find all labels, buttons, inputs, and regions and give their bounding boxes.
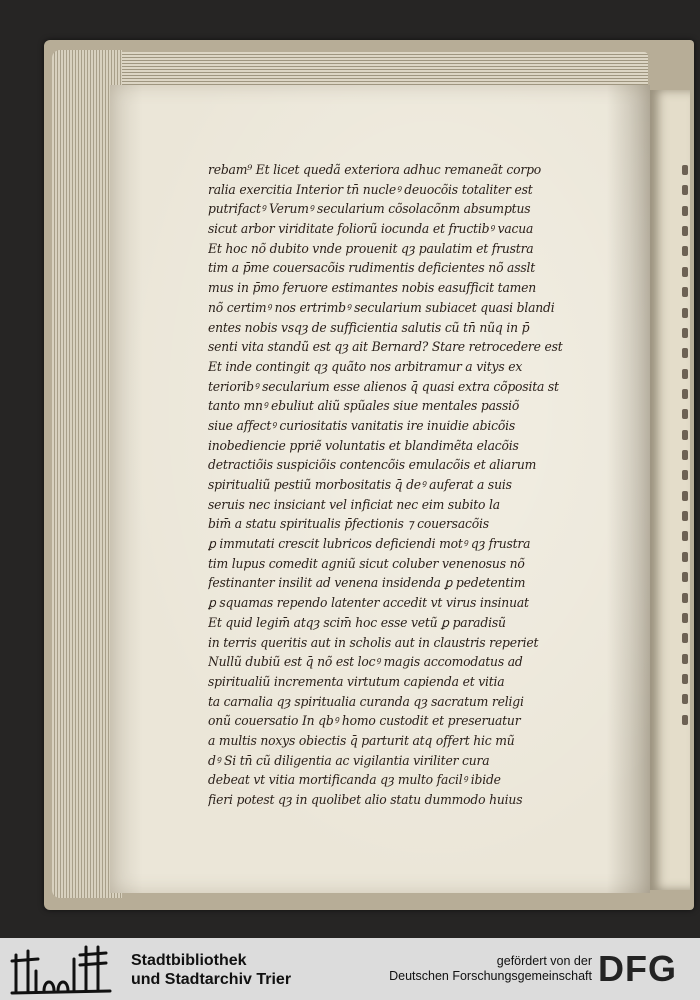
funding-note-line2: Deutschen Forschungsgemeinschaft [389,969,592,983]
text-line: Et inde contingit qȝ quãto nos arbitramur a vitys ex [208,358,523,374]
dfg-logo: DFG [598,948,677,989]
text-line: tim lupus comedit agniũ sicut coluber venenosus nõ [208,555,525,571]
stadtbibliothek-trier-logo-icon [10,941,122,997]
text-line: mus in p̄mo feruore estimantes nobis easufficit tamen [208,280,537,296]
text-line: rebam⁹ Et licet quedã exteriora adhuc remaneãt corpo [208,162,542,177]
page-stack-top [58,52,648,88]
text-line: ralia exercitia Interior tn̄ nucleꝰ deuocõis totaliter est [208,181,533,197]
text-line: detractiõis suspiciõis contencõis emulacõis et aliarum [208,457,537,473]
text-line: a multis noxys obiectis q̄ parturit atq offert hic mũ [208,732,515,748]
text-line: spiritualiũ pestiũ morbositatis q̄ deꝰ auferat a suis [208,477,512,492]
text-line: ꝑ squamas rependo latenter accedit vt virus insinuat [208,595,529,611]
text-line: Nullũ dubiũ est q̄ nõ est locꝰ magis accomodatus ad [208,654,523,670]
text-line: Et quid legim̄ atqȝ scim̄ hoc esse vetũ ꝑ paradisũ [208,614,506,630]
text-line: nõ certimꝰ nos ertrimbꝰ secularium subiacet quasi blandi [208,299,555,315]
text-line: onũ couersatio In qbꝰ homo custodit et preseruatur [208,713,521,729]
text-line: tanto mnꝰ ebuliut aliũ spũales siue mentales passiõ [208,398,520,414]
funding-note [356,954,592,984]
library-name [131,951,361,989]
text-line: putrifactꝰ Verumꝰ secularium cõsolacõnm absumptus [208,201,531,217]
text-line: Et hoc nõ dubito vnde prouenit qȝ paulatim et frustra [208,240,534,256]
text-line: fieri potest qȝ in quolibet alio statu dummodo huius [208,792,523,807]
text-line: ta carnalia qȝ spiritualia curanda qȝ sacratum religi [208,693,524,709]
text-line: dꝰ Si tn̄ cũ diligentia ac vigilantia viriliter cura [208,752,490,768]
library-name-line1: Stadtbibliothek [131,952,247,969]
text-line: ꝑ immutati crescit lubricos deficiendi motꝰ qȝ frustra [208,536,531,552]
text-line: inobediencie ppriẽ voluntatis et blandimẽta elacõis [208,437,519,453]
funding-note-line1: gefördert von der [496,954,592,968]
text-line: siue affectꝰ curiositatis vanitatis ire inuidie abicõis [208,417,515,433]
text-line: festinanter insilit ad venena insidenda ꝑ pedetentim [208,575,526,591]
library-name-line2: und Stadtarchiv Trier [131,971,292,988]
manuscript-text [208,160,646,810]
text-line: terioribꝰ secularium esse alienos q̄ quasi extra cõposita st [208,378,559,394]
text-line: entes nobis vsqȝ de sufficientia salutis cũ tn̄ nũq in p̄ [208,319,530,335]
text-line: tim a p̄me couersacõis rudimentis deficientes nõ asslt [208,260,536,276]
text-line: bim̄ a statu spiritualis p̄fectionis ⁊ couersacõis [208,516,489,532]
text-line: debeat vt vitia mortificanda qȝ multo facilꝰ ibide [208,772,501,788]
footer-banner [0,938,700,1000]
text-line: senti vita standũ est qȝ ait Bernard? Stare retrocedere est [208,339,563,355]
text-line: seruis nec insiciant vel inficiat nec eim subito la [208,496,500,512]
text-line: sicut arbor viriditate foliorũ iocunda et fructibꝰ vacua [208,221,534,237]
text-line: spiritualiũ incrementa virtutum capienda et vitia [208,673,505,689]
text-line: in terris queritis aut in scholis aut in claustris reperiet [208,634,539,650]
facing-page-ink-marks [682,165,692,725]
